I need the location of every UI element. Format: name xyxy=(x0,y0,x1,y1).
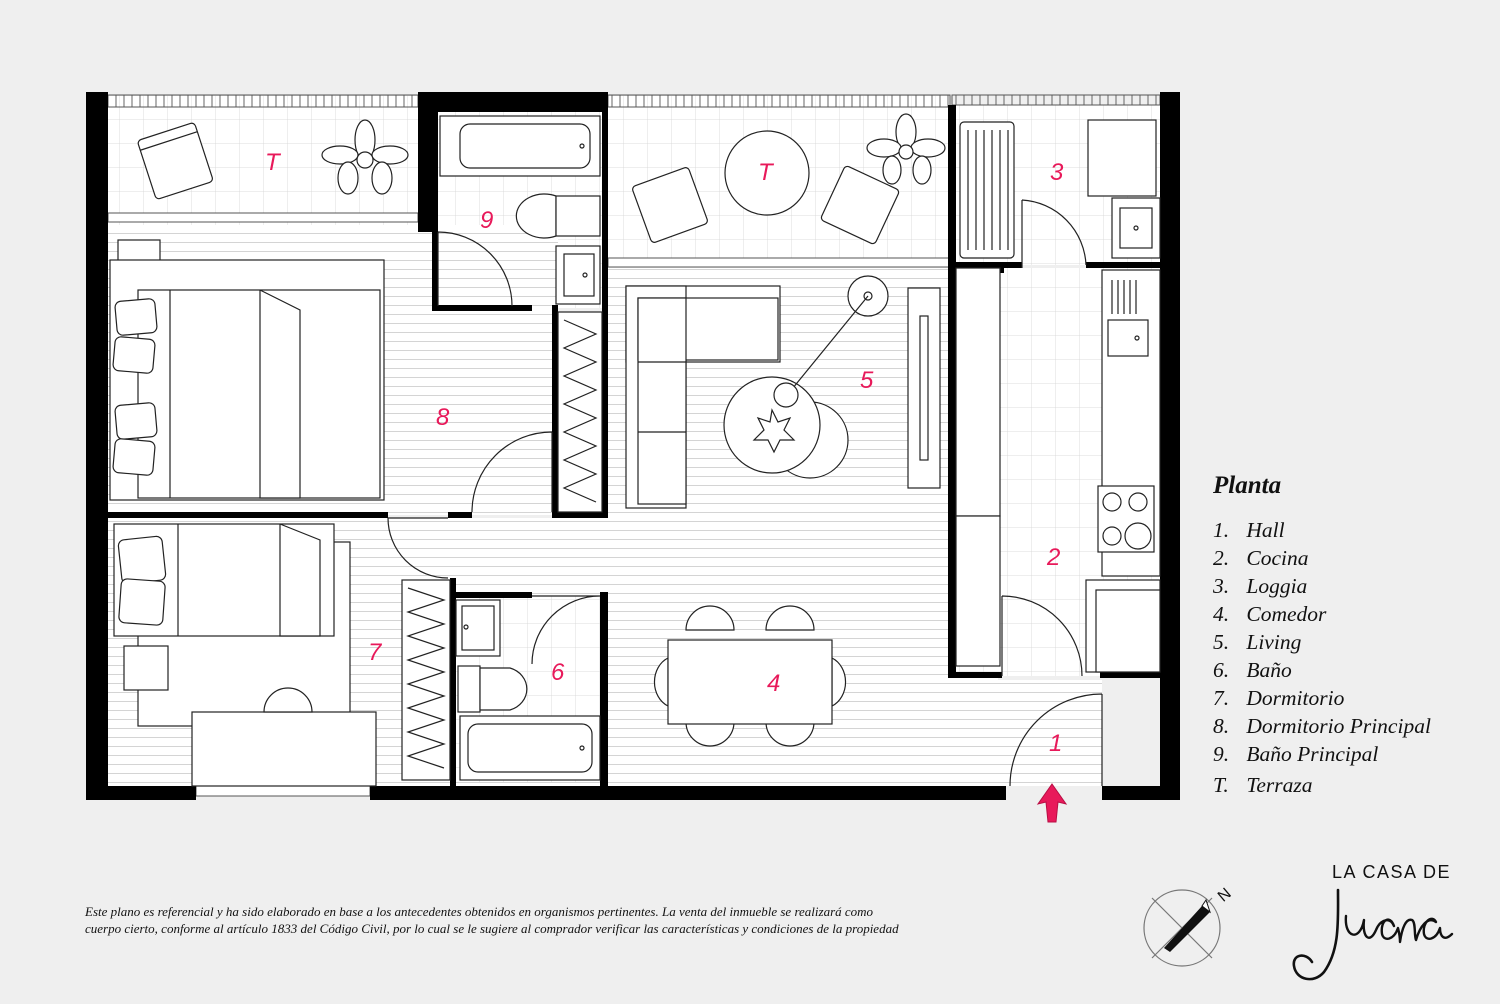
disclaimer xyxy=(85,903,1085,937)
north-label: N xyxy=(1214,885,1235,906)
label-kitchen: 2 xyxy=(1047,544,1061,571)
legend-list xyxy=(1213,516,1431,799)
legend-title: Planta xyxy=(1213,472,1282,499)
legend-item: 6. Baño xyxy=(1213,658,1292,682)
label-bath-main: 9 xyxy=(480,207,494,234)
label-dining: 4 xyxy=(767,670,781,697)
label-terrace-right: T xyxy=(758,159,773,186)
legend-item: 4. Comedor xyxy=(1213,602,1327,626)
legend-item: 2. Cocina xyxy=(1213,546,1309,570)
label-terrace-left: T xyxy=(265,149,280,176)
legend-item: 3. Loggia xyxy=(1213,574,1308,598)
disclaimer-line-2: cuerpo cierto, conforme al artículo 1833 del Código Civil, por lo cual se le sugiere al comprador verificar las características y condiciones de la propiedad xyxy=(85,921,899,936)
label-bedroom: 7 xyxy=(368,639,382,666)
label-hall: 1 xyxy=(1049,730,1063,757)
legend-item: 1. Hall xyxy=(1213,518,1285,542)
legend-item: 9. Baño Principal xyxy=(1213,742,1379,766)
legend-item: 7. Dormitorio xyxy=(1213,686,1345,710)
north-compass-icon xyxy=(1140,878,1250,978)
label-bedroom-main: 8 xyxy=(436,404,450,431)
bedroom-main-furniture xyxy=(110,240,384,500)
legend-item: T. Terraza xyxy=(1213,773,1313,797)
brand-top: LA CASA DE xyxy=(1332,862,1452,882)
brand-logo xyxy=(1290,862,1460,987)
entry-arrow-icon xyxy=(1038,784,1066,822)
disclaimer-line-1: Este plano es referencial y ha sido elaborado en base a los antecedentes obtenidos en organismos pertinentes. La venta del inmueble se realizará como xyxy=(85,904,874,919)
legend xyxy=(1213,472,1431,799)
label-bath: 6 xyxy=(551,659,565,686)
legend-item: 5. Living xyxy=(1213,630,1302,654)
legend-item: 8. Dormitorio Principal xyxy=(1213,714,1431,738)
label-living: 5 xyxy=(860,367,874,394)
brand-script xyxy=(1290,880,1460,986)
label-loggia: 3 xyxy=(1050,159,1064,186)
